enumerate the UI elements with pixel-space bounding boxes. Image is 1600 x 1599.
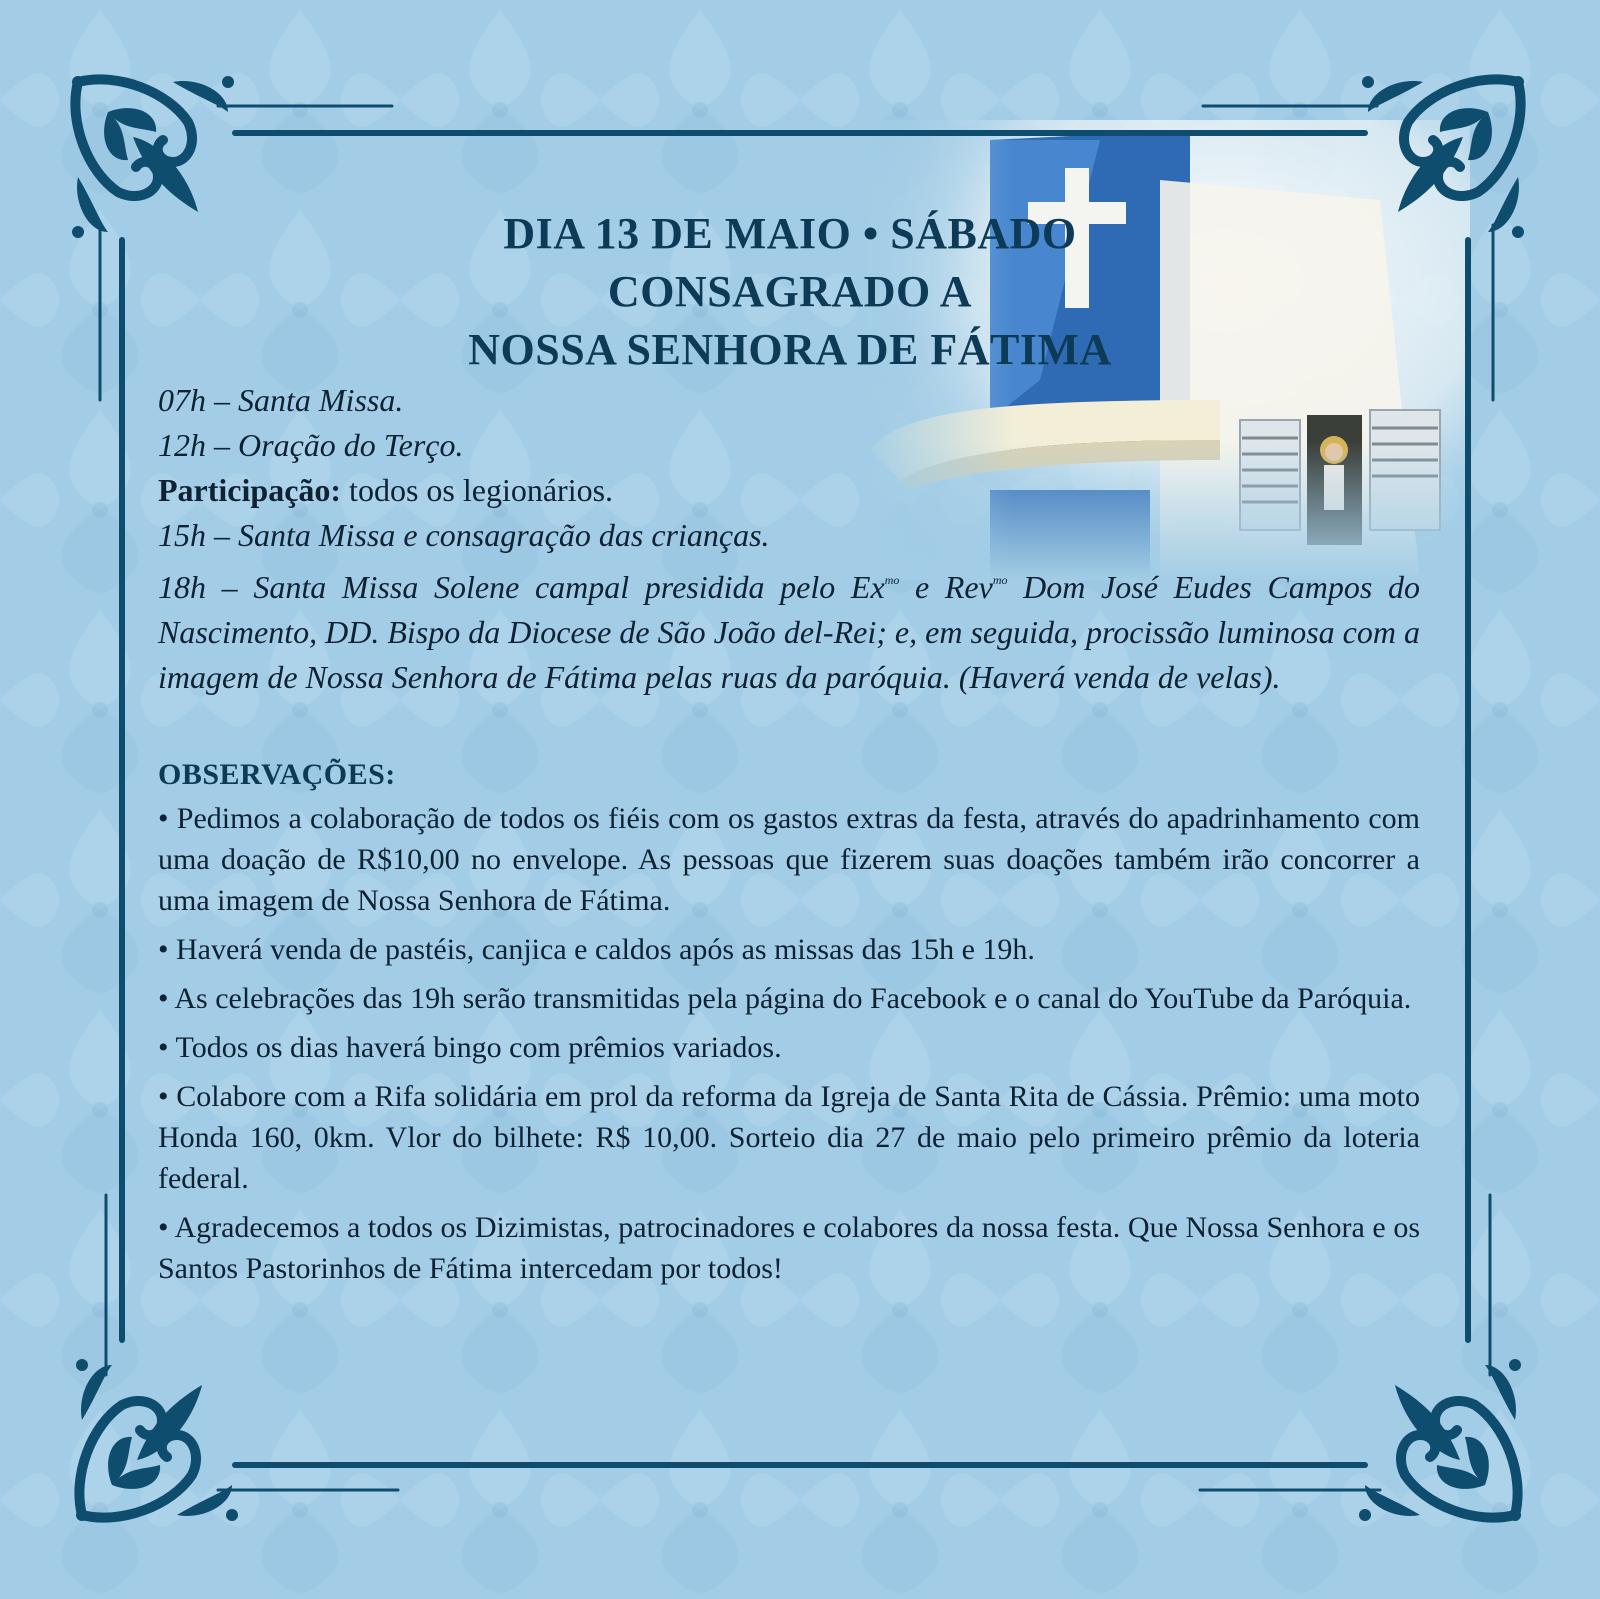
- schedule-item-15h: 15h – Santa Missa e consagração das crianças.: [158, 517, 770, 553]
- observation-item: • Todos os dias haverá bingo com prêmios variados.: [158, 1031, 782, 1064]
- observation-item: • As celebrações das 19h serão transmitidas pela página do Facebook e o canal do YouTube da Paróquia.: [158, 982, 1412, 1015]
- observation-item: • Pedimos a colaboração de todos os fiéis com os gastos extras da festa, através do apadrinhamento com uma doação de R$10,00 no envelope. As pessoas que fizerem suas doações também irão concorrer a uma imagem de Nossa Senhora de Fátima.: [158, 802, 1420, 917]
- participation-label: Participação:: [158, 472, 342, 508]
- observations-heading: OBSERVAÇÕES:: [158, 758, 396, 791]
- corner-ornament-top-right: [1362, 76, 1524, 238]
- observation-item: • Haverá venda de pastéis, canjica e caldos após as missas das 15h e 19h.: [158, 933, 1035, 966]
- page-title: [380, 205, 1200, 379]
- corner-ornament-top-left: [72, 76, 234, 238]
- main-content: [158, 378, 1420, 1297]
- schedule-participation: [158, 468, 1420, 513]
- participation-text: todos os legionários.: [341, 472, 614, 508]
- observations-list: [158, 798, 1420, 1289]
- schedule-item-12h: 12h – Oração do Terço.: [158, 427, 464, 463]
- corner-ornament-bottom-right: [1359, 1359, 1521, 1521]
- observation-item: • Agradecemos a todos os Dizimistas, patrocinadores e colabores da nossa festa. Que Nossa Senhora e os Santos Pastorinhos de Fátima intercedam por todos!: [158, 1211, 1420, 1285]
- observation-item: • Colabore com a Rifa solidária em prol da reforma da Igreja de Santa Rita de Cássia. Prêmio: uma moto Honda 160, 0km. Vlor do bilhete: R$ 10,00. Sorteio dia 27 de maio pelo primeiro prêmio da loteria federal.: [158, 1080, 1420, 1195]
- corner-ornament-bottom-left: [76, 1359, 238, 1521]
- schedule-item-07h: 07h – Santa Missa.: [158, 382, 404, 418]
- schedule-item-18h: 18h – Santa Missa Solene campal presidida pelo $Ex^{mo}$ e Rev$^{mo}$ Dom José Eudes Campos do Nascimento, DD. Bispo da Diocese de São João del-Rei; e, em seguida, procissão luminosa com a imagem de Nossa Senhora de Fátima pelas ruas da paróquia. (Haverá venda de velas).: [158, 569, 1421, 695]
- schedule: [158, 378, 1420, 700]
- title-line-our-lady: NOSSA SENHORA DE FÁTIMA: [468, 325, 1112, 374]
- title-line-date: DIA 13 DE MAIO • SÁBADO: [503, 209, 1077, 258]
- title-line-consecrated: CONSAGRADO A: [607, 267, 973, 316]
